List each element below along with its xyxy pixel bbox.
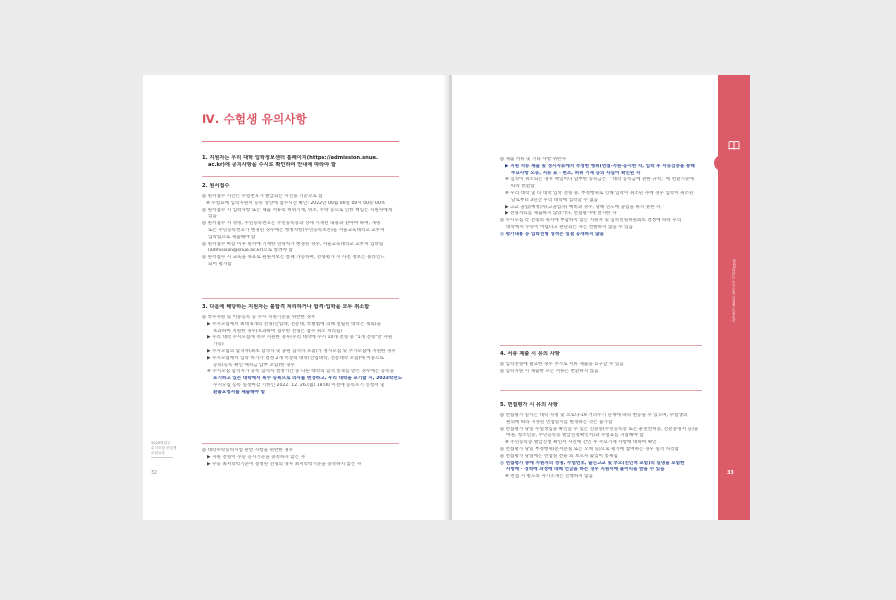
text-line: 환불요청서를 제출해야 함 xyxy=(213,389,266,395)
text-line: 편의에 따라 지정된 면접일시를 변경하는 것은 불가함 xyxy=(506,419,613,425)
text-line: ※ 우리 대학 및 타 대학 입학 전형 중, 부정행위로 인해 입학이 취소된 자에 경우 입학이 취소된 xyxy=(505,190,694,196)
text-line: ◎ 원서접수 시 성명, 주민등록번호는 주민등록증과 상세 기재된 내용과 같아야 하며, 개명 xyxy=(202,221,381,227)
divider xyxy=(500,390,702,391)
side-note-line: 모집요강 xyxy=(151,451,165,455)
document-submission-section xyxy=(500,351,712,376)
text-line: ◎ 면접평가 당일 부정행위(문서분실 또는 오케 등)으로 평가에 참여하는 경우 실격 처리함 xyxy=(500,446,679,452)
subsection-title: 2. 원서접수 xyxy=(202,183,230,189)
text-line: ▶ 우리 대학 수시모집에 복수 지원한 경우(우리 대학에 수시 10개 전형 중 "1개 전형"만 지원 xyxy=(207,335,393,341)
text-line: ▶ 수능 최저학력기준이 설정된 전형의 경우 최저학력기준을 충족하지 않은 자 xyxy=(207,461,362,467)
text-line: ◎ 특수자원 및 이중등록 등 수시 지원기준을 위반한 경우 xyxy=(202,315,316,320)
text-line: 포기하고 있는 대학에서 복수 등록으로 의사를 변경하고, 우리 대학을 포기할 시, 2023학년도 xyxy=(213,376,403,382)
page-number: 32 xyxy=(151,471,158,476)
text-line: 여권, 청소년증, 주민등록증 발급신청확인서)과 수험표를 지참해야 함 xyxy=(506,433,644,439)
text-line: ※ 입학이 취소되는 경우 책임이나 납부한 등록금은 「대학 등록금에 관한 규칙」에 면환기준에 xyxy=(505,177,694,183)
subsection-title: 3. 다음에 해당하는 지원자는 불합격 처리하거나 합격·입학을 모두 취소함 xyxy=(202,304,370,310)
text-line: (admission@snue.ac.kr)으로 알려야 함 xyxy=(208,248,293,254)
right-page xyxy=(452,75,750,520)
text-line: ◎ 원서접수 마감 이후 원서에 기재한 연락처가 변경된 경우, 서울교육대학교 교무처 입학팀 xyxy=(202,241,384,247)
text-line: 있음 xyxy=(208,214,217,220)
text-line: 등록(등록 확인 예치금 납부 포함)한 경우 xyxy=(213,362,295,368)
text-line: ▶ 지원 서류 제출 및 정시자료에서 부정한 행위(면접·지원·응시한 자, 입학 후 서류검증을 통해 xyxy=(505,163,695,169)
text-line: 대학에서 수학이 어렵다고 판단되는 자는 선발하지 않을 수 있음 xyxy=(506,224,634,230)
disqualification-section xyxy=(202,304,407,397)
book-icon xyxy=(728,135,740,154)
violation-section xyxy=(500,157,712,239)
text-line: 또는 주민등록번호가 변경된 경우에는 행정사항(주민등록초본)을 서울교육대학교 교무처 xyxy=(208,227,385,233)
text-line: 되어 평가함 xyxy=(208,261,232,267)
text-line: ※ 수시모집 합격자가 등록 합격자 결정기간 중 다른 대학의 합격 통보를 받은 경우에는 등록을 xyxy=(207,369,395,375)
text-line: ◎ 입학전형에 필요한 경우 추가로 서류 제출을 요구할 수 있음 xyxy=(500,362,624,367)
text-line: ▶ 수시모집에서 입학 허가가 결정 2개 이상의 대학(산업대학, 전문대학 포함)에 이중으로 xyxy=(207,355,384,361)
side-note-line: 수시모집 신입생 xyxy=(151,446,177,450)
text-line: 따라 반환함 xyxy=(511,184,535,190)
text-line: ◎ 면접평가 당일에는 면접실 전용 외 보호자 출입이 통제됨 xyxy=(500,453,618,459)
side-note xyxy=(151,441,176,456)
notice-item-1 xyxy=(202,155,407,169)
text-line: ◎ 평가내용 등 입학전형 성적은 일절 공개하지 않음 xyxy=(500,231,604,237)
text-line: 사항에 · 경력에 과정에 대해 언급을 하는 경우 지원서에 불이익을 받을 수 있음 xyxy=(506,467,665,473)
text-line: ▶ 수시모집에서 최대 6개의 전형(산업대, 전문대, 특별법에 의해 설립된 대학은 제외)을 xyxy=(207,321,382,327)
text-line: 수시모집 등록 일정마감 기한인 2022. 12. 26.(월) 18:00 이전에 등록포기 신청서 및 xyxy=(213,382,385,388)
text-line: ▶ 전형자료를 제출하지 않았거나, 면접평가에 결시한 자 xyxy=(505,211,617,217)
text-line: 초과하여 지원한 경우(초과하여 접수한 전형은 접수 취소 처리됨) xyxy=(213,328,343,334)
interview-section xyxy=(500,402,712,481)
section-title: Ⅳ. 수험생 유의사항 xyxy=(202,112,307,126)
text-line: 입학팀으로 제출해야 함 xyxy=(208,234,256,240)
text-line: ※ 면접 시 별도의 자기소개는 진행하지 않음 xyxy=(505,474,594,480)
tab-label: 2023학년도 수시모집 신입생 모집요강 xyxy=(732,259,736,322)
side-note-divider xyxy=(151,457,173,458)
divider xyxy=(202,443,399,444)
divider xyxy=(202,176,399,177)
text-line: ◎ 입학지원 시 제출한 모든 서류는 반환하지 않음 xyxy=(500,368,599,374)
divider xyxy=(500,345,702,346)
text-line: ◎ 원서접수 시간은 수험번호가 발급되는 시간을 기준으로 함 xyxy=(202,194,323,199)
subsection-title: 5. 면접평가 시 유의 사항 xyxy=(500,402,558,408)
application-section xyxy=(202,183,407,269)
text-line: 1. 지원자는 우리 대학 입학정보센터 홈페이지(https://admission.snue. xyxy=(202,155,379,161)
text-line: ◎ 면접평가 중에 지원자의 성명, 수험번호, 출신고교 및 부모(친인척 포함)의 실명을 포함한 xyxy=(500,460,685,466)
text-line: 가능) xyxy=(213,342,224,348)
text-line: ▶ 지원 전형이 수능 응시기준을 충족하지 않은 자 xyxy=(207,454,306,460)
text-line: ◎ 원서접수 시 교육을 목표로 원원서보는 통폐 가능하며, 전형평가 시 사전 정보는 블라인드 xyxy=(202,255,385,261)
text-line: ◎ 제출 서류 및 기타 사항 위반자 xyxy=(500,157,567,162)
page-number: 33 xyxy=(727,471,734,476)
subsection-title: 4. 서류 제출 시 유의 사항 xyxy=(500,351,560,357)
text-line: 날로부터 3년간 우리 대학에 입학할 수 없음 xyxy=(511,197,599,203)
text-line: ▶ 수시모집의 합격자(최초 합격자 및 충원 합격자 포함)가 정시모집 및 추가모집에 지원한 경우 xyxy=(207,348,396,354)
text-line: ac.kr)에 공지사항을 수시로 확인하여 안내에 따라야 함 xyxy=(208,162,336,168)
title-divider xyxy=(202,141,399,142)
text-line: ◎ 원서접수 시 입력사항 또는 제출 서류의 허위기재, 위조, 누락 등으로 인한 책임은 지원자에게 xyxy=(202,207,393,213)
text-line: ◎ 면접평가 당일 수험생임을 확인할 수 있는 신분증(주민등록증 또는 운전면허증, 신분증명서 등)을 xyxy=(500,426,699,432)
text-line: 주요사항 오류, 서류 표 · 변조, 허위 기재 등의 사실이 확인된 자 xyxy=(511,170,641,176)
side-note-line: 2023학년도 xyxy=(151,441,171,445)
text-line: ◎ 대학수학능력시험 관련 사항을 위반한 경우 xyxy=(202,448,294,453)
side-tab xyxy=(718,75,750,520)
text-line: ◎ 면접평가 일시는 대학 사정 및 코로나-19 거리두기 단계에 따라 변동될 수 있으며, 수험생의 xyxy=(500,413,688,418)
left-page xyxy=(143,75,449,520)
text-line: ◎ 수시모집 각 전형의 취지에 부합하지 않는 지원자 및 입학전형위원회의 결정에 따라 우리 xyxy=(500,218,682,224)
divider xyxy=(202,298,399,299)
csat-violation-section xyxy=(202,448,407,468)
text-line: ※ 수험표에 입학지원서 등록 상단에 접수시간 확인: 2022년 00월 00일 00시 00분 00초 xyxy=(206,200,386,206)
text-line: ※ 주민등록증 발급신청 확인서 사진에 간인 후 주요기재 사항에 대하여 확인 xyxy=(505,440,657,446)
text-line: ▶ 고교 졸업(예정)자(고졸업자) 예비과 경우, 당해 연도에 졸업을 하지 못한 자 xyxy=(505,204,661,210)
